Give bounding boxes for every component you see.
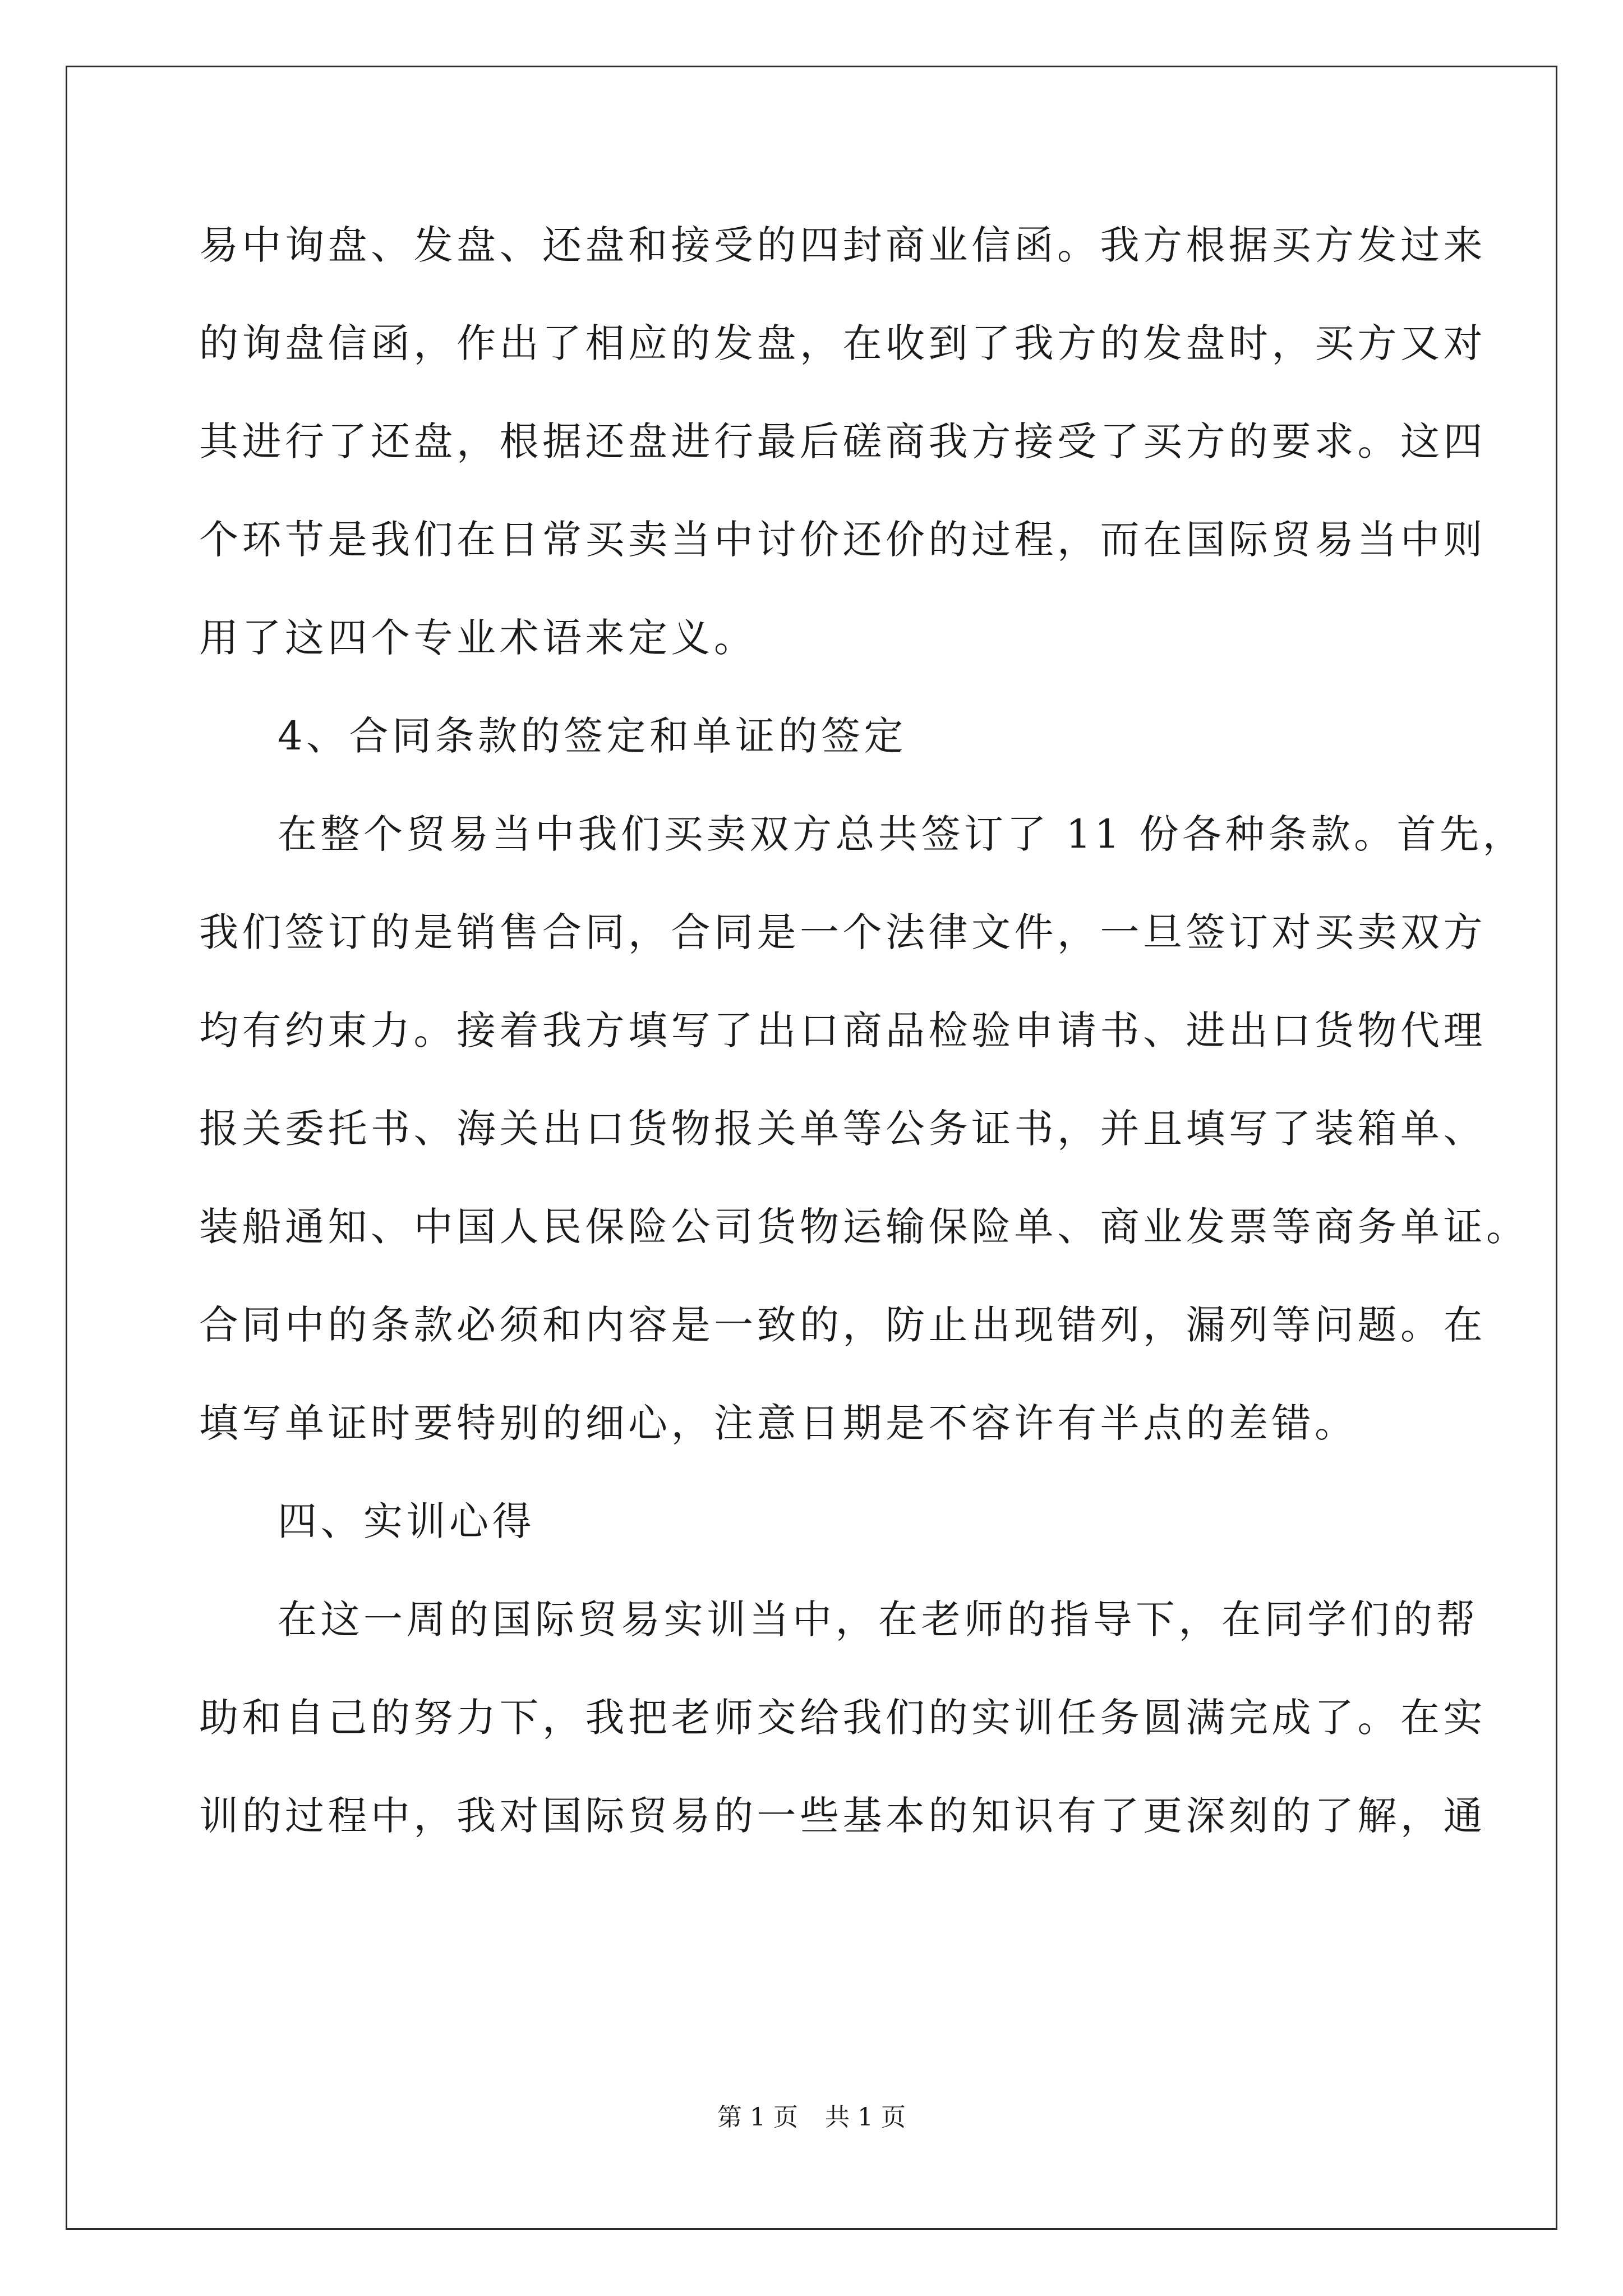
paragraph-line: 合同中的条款必须和内容是一致的，防止出现错列，漏列等问题。在 [199, 1302, 1486, 1348]
paragraph-line: 训的过程中，我对国际贸易的一些基本的知识有了更深刻的了解，通 [199, 1793, 1486, 1839]
paragraph-line: 填写单证时要特别的细心，注意日期是不容许有半点的差错。 [199, 1400, 1358, 1446]
paragraph-line: 助和自己的努力下，我把老师交给我们的实训任务圆满完成了。在实 [199, 1695, 1486, 1741]
paragraph-line: 在整个贸易当中我们买卖双方总共签订了 11 份各种条款。首先， [278, 811, 1526, 857]
paragraph-line: 用了这四个专业术语来定义。 [199, 615, 757, 661]
paragraph-line: 其进行了还盘，根据还盘进行最后磋商我方接受了买方的要求。这四 [199, 418, 1486, 464]
page-total: 共 1 页 [825, 2103, 906, 2132]
paragraph-line: 在这一周的国际贸易实训当中，在老师的指导下，在同学们的帮 [278, 1596, 1479, 1642]
section-heading: 四、实训心得 [278, 1498, 535, 1544]
page-footer [0, 2101, 1623, 2134]
paragraph-line: 装船通知、中国人民保险公司货物运输保险单、商业发票等商务单证。 [199, 1204, 1529, 1250]
paragraph-line: 易中询盘、发盘、还盘和接受的四封商业信函。我方根据买方发过来 [199, 222, 1486, 268]
paragraph-line: 的询盘信函，作出了相应的发盘，在收到了我方的发盘时，买方又对 [199, 320, 1486, 366]
paragraph-line: 个环节是我们在日常买卖当中讨价还价的过程，而在国际贸易当中则 [199, 517, 1486, 563]
paragraph-line: 均有约束力。接着我方填写了出口商品检验申请书、进出口货物代理 [199, 1007, 1486, 1053]
section-heading: 4、合同条款的签定和单证的签定 [278, 713, 907, 759]
page-number: 第 1 页 [717, 2103, 798, 2132]
paragraph-line: 我们签订的是销售合同，合同是一个法律文件，一旦签订对买卖双方 [199, 909, 1486, 955]
paragraph-line: 报关委托书、海关出口货物报关单等公务证书，并且填写了装箱单、 [199, 1106, 1486, 1152]
